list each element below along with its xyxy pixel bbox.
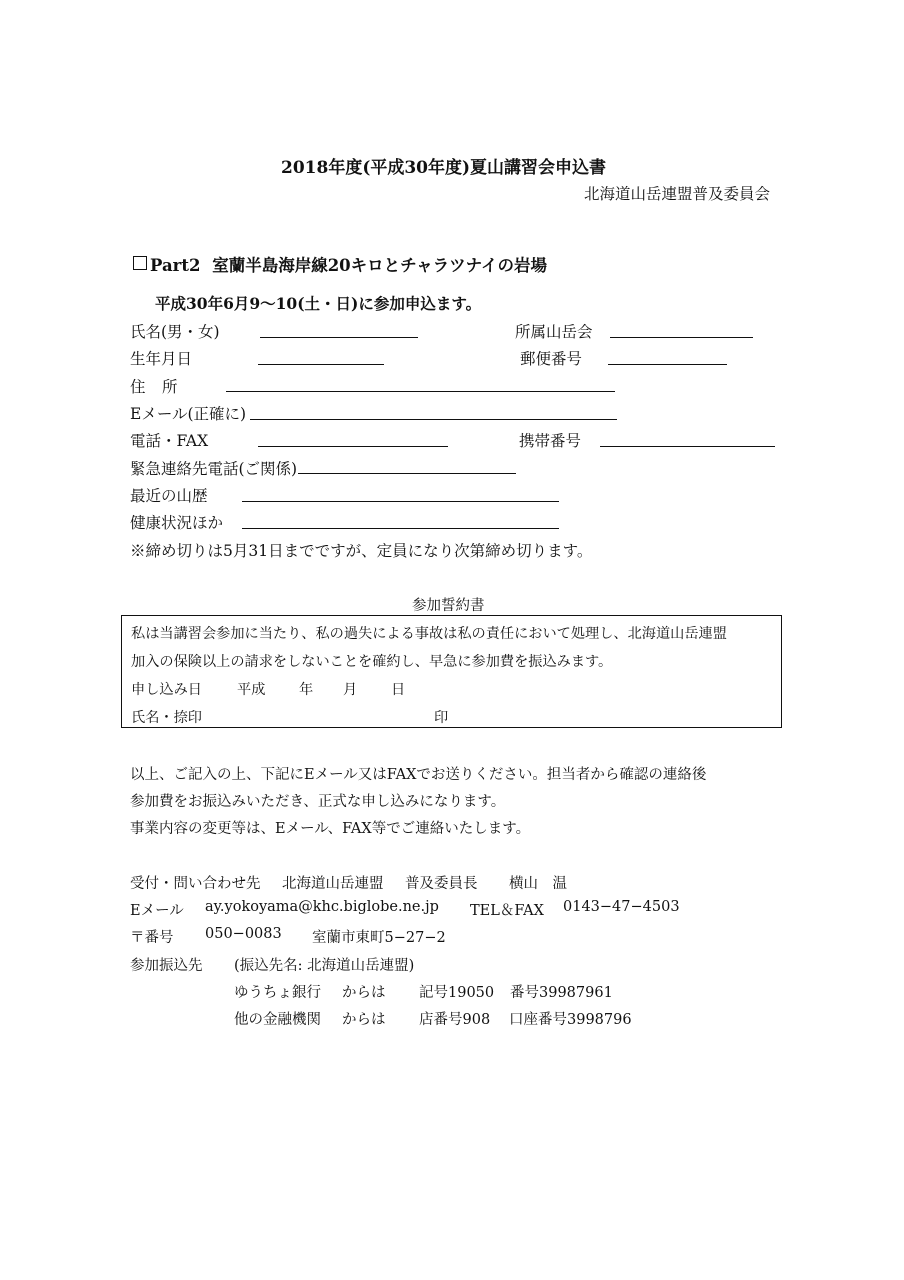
- postal-number: 050−0083: [205, 926, 282, 942]
- pledge-line-2: 加入の保険以上の請求をしないことを確約し、早急に参加費を振込みます。: [131, 654, 613, 670]
- signature-label: 氏名・捺印: [131, 710, 202, 726]
- reception-role: 普及委員長: [405, 876, 478, 892]
- bank2-name: 他の金融機関: [234, 1012, 321, 1028]
- mobile-field[interactable]: [600, 446, 775, 447]
- pledge-heading: 参加誓約書: [412, 598, 485, 614]
- email-label: Eメール(正確に): [130, 405, 247, 423]
- name-gender-label: 氏名(男・女): [130, 323, 220, 341]
- bank1-name: ゆうちょ銀行: [234, 985, 321, 1001]
- part-heading: [150, 252, 547, 276]
- birth-date-field[interactable]: [258, 364, 384, 365]
- emergency-contact-field[interactable]: [298, 473, 516, 474]
- tel-fax-number: 0143−47−4503: [563, 899, 680, 915]
- application-statement: 平成30年6月9〜10(土・日)に参加申込ます。: [155, 294, 482, 313]
- date-month: 月: [343, 682, 358, 698]
- date-year: 年: [299, 682, 314, 698]
- tel-fax-label: TEL＆FAX: [470, 903, 544, 919]
- reception-label: 受付・問い合わせ先: [130, 876, 261, 892]
- bank2-account: 口座番号3998796: [509, 1012, 632, 1028]
- postal-code-field[interactable]: [608, 364, 727, 365]
- address-field[interactable]: [226, 391, 615, 392]
- bank1-number: 番号39987961: [510, 985, 613, 1001]
- bank2-branch: 店番号908: [419, 1012, 491, 1028]
- part-name: 室蘭半島海岸線20キロとチャラツナイの岩場: [212, 256, 548, 275]
- postal-label: 〒番号: [130, 930, 174, 946]
- emergency-contact-label: 緊急連絡先電話(ご関係): [130, 460, 298, 478]
- birth-date-label: 生年月日: [130, 350, 193, 368]
- application-date-label: 申し込み日: [131, 682, 202, 698]
- recent-climbs-field[interactable]: [242, 501, 559, 502]
- phone-fax-field[interactable]: [258, 446, 448, 447]
- payment-payee: (振込先名: 北海道山岳連盟): [234, 958, 415, 974]
- address-label-2: 所: [162, 378, 178, 396]
- postal-code-label: 郵便番号: [520, 350, 583, 368]
- pledge-line-1: 私は当講習会参加に当たり、私の過失による事故は私の責任において処理し、北海道山岳連盟: [131, 626, 727, 642]
- club-label: 所属山岳会: [515, 323, 593, 341]
- bank1-symbol: 記号19050: [419, 985, 495, 1001]
- part-checkbox[interactable]: [133, 256, 147, 270]
- date-day: 日: [391, 682, 406, 698]
- contact-email-label: Eメール: [130, 903, 184, 919]
- club-field[interactable]: [610, 337, 753, 338]
- part-label: Part2: [150, 256, 201, 275]
- name-field[interactable]: [260, 337, 418, 338]
- page-title: 2018年度(平成30年度)夏山講習会申込書: [281, 158, 607, 178]
- health-label: 健康状況ほか: [130, 514, 224, 532]
- organization-name: 北海道山岳連盟普及委員会: [584, 185, 771, 203]
- address-label-1: 住: [130, 378, 146, 396]
- contact-address: 室蘭市東町5−27−2: [312, 930, 446, 946]
- mobile-label: 携帯番号: [519, 432, 582, 450]
- instruction-line-1: 以上、ご記入の上、下記にEメール又はFAXでお送りください。担当者から確認の連絡後: [130, 767, 707, 783]
- phone-fax-label: 電話・FAX: [130, 432, 209, 450]
- bank2-from: からは: [342, 1012, 386, 1028]
- instruction-line-2: 参加費をお振込みいただき、正式な申し込みになります。: [130, 794, 506, 810]
- recent-climbs-label: 最近の山歴: [130, 487, 208, 505]
- reception-org: 北海道山岳連盟: [282, 876, 384, 892]
- instruction-line-3: 事業内容の変更等は、Eメール、FAX等でご連絡いたします。: [130, 821, 531, 837]
- health-field[interactable]: [242, 528, 559, 529]
- reception-name: 横山 温: [509, 876, 567, 892]
- seal-label: 印: [434, 710, 449, 726]
- deadline-note: ※締め切りは5月31日までですが、定員になり次第締め切ります。: [130, 542, 593, 560]
- contact-email[interactable]: ay.yokoyama@khc.biglobe.ne.jp: [205, 899, 439, 915]
- email-field[interactable]: [250, 419, 617, 420]
- date-era: 平成: [237, 682, 266, 698]
- bank1-from: からは: [342, 985, 386, 1001]
- payment-label: 参加振込先: [130, 958, 203, 974]
